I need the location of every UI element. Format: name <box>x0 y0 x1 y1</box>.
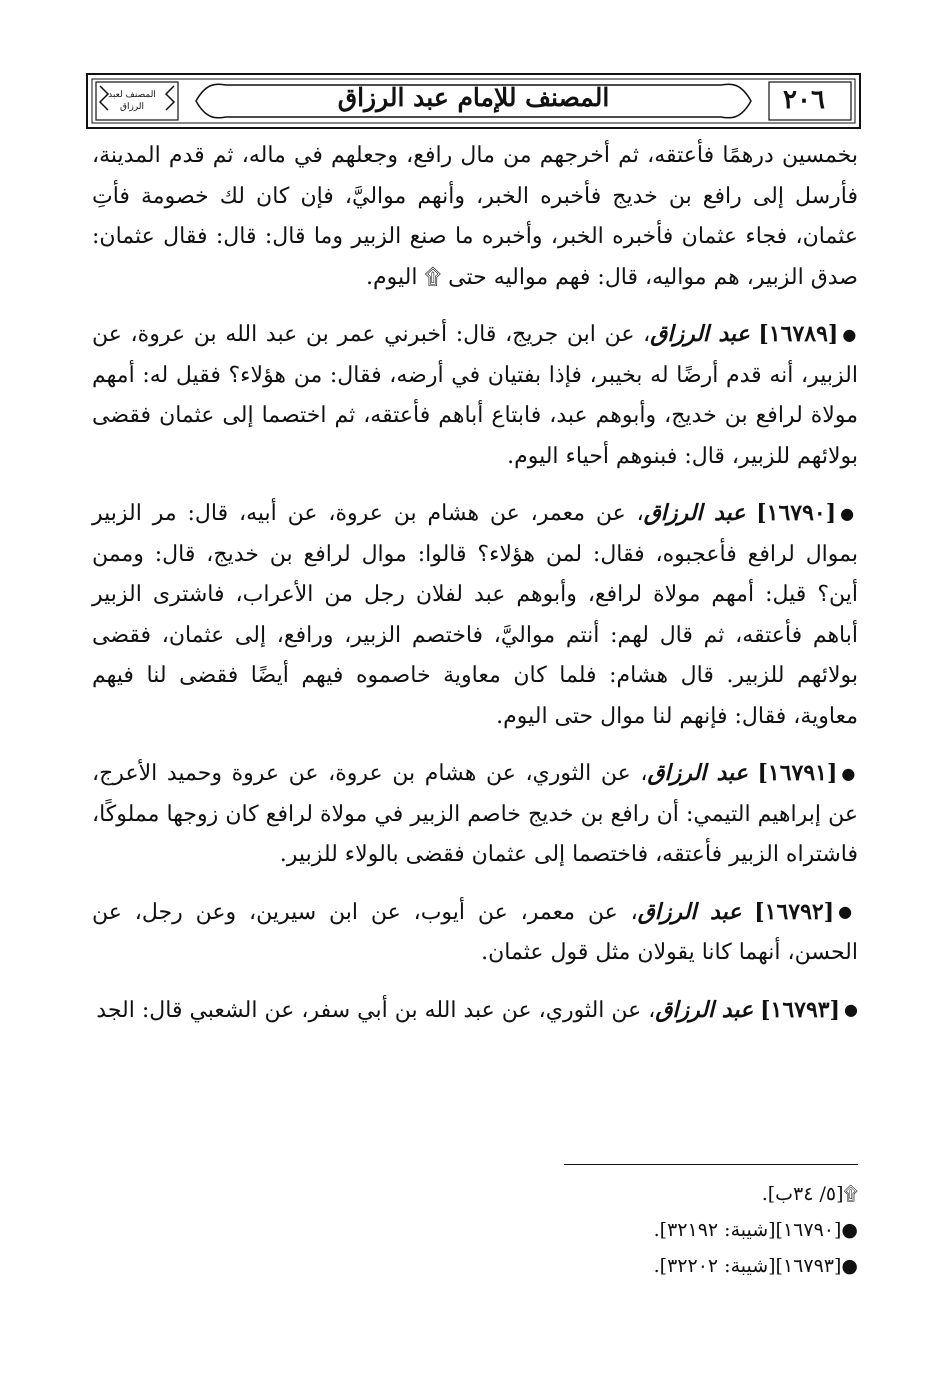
book-title: المصنف للإمام عبد الرزاق <box>337 83 610 112</box>
entry-number: [١٦٧٩٠] <box>756 500 837 526</box>
book-seal: المصنف لعبد الرزاق <box>108 90 156 112</box>
entry-author: عبد الرزاق <box>647 760 748 786</box>
entry-bullet: ● <box>838 902 858 922</box>
entry-number: [١٦٧٩١] <box>757 760 838 786</box>
hadith-entry <box>92 990 858 1032</box>
entry-author: عبد الرزاق <box>655 996 754 1023</box>
hadith-entry <box>92 493 858 737</box>
entry-number: [١٦٧٨٩] <box>758 321 839 347</box>
paragraph <box>92 136 858 298</box>
footnote: ●[١٦٧٩٣][شيبة: ٣٢٢٠٢]. <box>653 1255 858 1277</box>
footnotes <box>92 1176 858 1284</box>
entry-bullet: ● <box>842 324 858 344</box>
entry-text: ، عن الثوري، عن هشام بن عروة، عن عروة وحميد الأعرج، عن إبراهيم التيمي: أن رافع بن خديج خاصم الزبير في مولاة لرافع كان زوجها مملوكًا، فاشتراه الزبير فأعتقه، فاختصما إلى عثمان فقضى بالولاء للزبير. <box>92 761 858 867</box>
page-number: ٢٠٦ <box>783 85 825 115</box>
footnote-divider <box>564 1164 858 1165</box>
entry-author: عبد الرزاق <box>650 321 750 347</box>
entry-author: عبد الرزاق <box>643 500 746 526</box>
page-header <box>86 73 861 129</box>
entry-text: ، عن الثوري، عن عبد الله بن أبي سفر، عن الشعبي قال: الجد <box>96 997 656 1023</box>
hadith-entry <box>92 753 858 876</box>
entry-bullet: ● <box>844 1000 858 1020</box>
entry-bullet: ● <box>841 763 858 783</box>
entry-text: ، عن معمر، عن أيوب، عن ابن سيرين، وعن رجل، عن الحسن، أنهما كانا يقولان مثل قول عثمان. <box>92 899 858 965</box>
footnote: ●[١٦٧٩٠][شيبة: ٣٢١٩٢]. <box>653 1219 858 1241</box>
entry-text: ، عن ابن جريج، قال: أخبرني عمر بن عبد الله بن عروة، عن الزبير، أنه قدم أرضًا له بخيبر، فإذا بفتيان في أرضه، فقال: من هؤلاء؟ فقيل له: أمهم مولاة لرافع بن خديج، وأبوهم عبد، فابتاع أباهم فأعتقه، ثم اختصما إلى عثمان فقضى بولائهم للزبير، قال: فبنوهم أحياء اليوم. <box>92 322 858 469</box>
main-text <box>92 136 858 1031</box>
entry-number: [١٦٧٩٢] <box>754 898 835 925</box>
paragraph-text: بخمسين درهمًا فأعتقه، ثم أخرجهم من مال رافع، وجعلهم في ماله، ثم قدم المدينة، فأرسل إلى رافع بن خديج فأخبره الخبر، وأنهم مواليَّ، فإن كان لك خصومة فأتِ عثمان، فجاء عثمان فأخبره الخبر، وأخبره ما صنع الزبير وما قال: قال: فقال عثمان: صدق الزبير، هم مواليه، قال: فهم مواليه حتى ۩ اليوم. <box>92 143 858 290</box>
entry-text: ، عن معمر، عن هشام بن عروة، عن أبيه، قال: مر الزبير بموال لرافع فأعجبوه، فقال: لمن هؤلاء؟ قالوا: موال لرافع بن خديج، قال: وممن أين؟ قيل: أمهم مولاة لرافع، وأبوهم عبد لفلان رجل من الأعراب، فاشترى الزبير أباهم فأعتقه، ثم قال لهم: أنتم مواليَّ، فاختصم الزبير، ورافع، إلى عثمان، فقضى بولائهم للزبير. قال هشام: فلما كان معاوية خاصموه فيهم أيضًا فقضى لنا فيهم معاوية، فقال: فإنهم لنا موال حتى اليوم. <box>92 501 858 729</box>
entry-author: عبد الرزاق <box>637 898 742 925</box>
hadith-entry <box>92 892 858 974</box>
entry-number: [١٦٧٩٣] <box>760 996 841 1023</box>
hadith-entry <box>92 314 858 477</box>
footnote: ۩[٥/ ٣٤ب]. <box>761 1183 858 1205</box>
entry-bullet: ● <box>840 503 858 523</box>
